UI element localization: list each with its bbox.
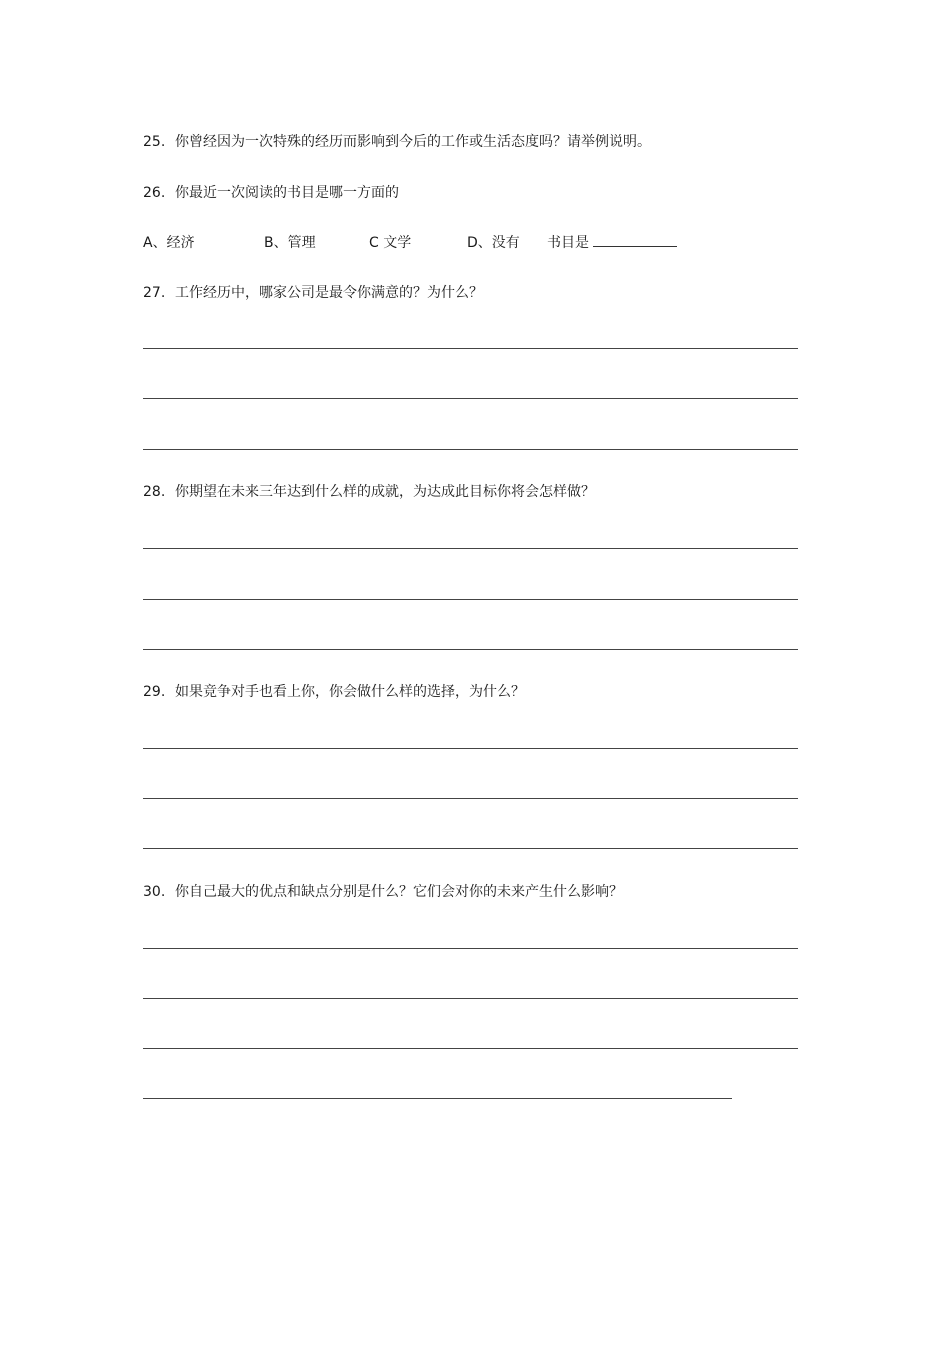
answer-line[interactable] (143, 449, 798, 450)
question-number: 30. (143, 884, 166, 900)
answer-line[interactable] (143, 348, 798, 349)
question-number: 26. (143, 185, 166, 201)
question-text: 如果竞争对手也看上你，你会做什么样的选择，为什么？ (175, 684, 525, 700)
answer-line[interactable] (143, 798, 798, 799)
book-title-label: 书目是 (547, 235, 589, 251)
option-c[interactable]: C 文学 (369, 235, 412, 251)
question-number: 29. (143, 684, 166, 700)
answer-line[interactable] (143, 649, 798, 650)
question-27 (143, 284, 483, 302)
question-text: 你自己最大的优点和缺点分别是什么？它们会对你的未来产生什么影响？ (175, 884, 623, 900)
option-b[interactable]: B、管理 (264, 235, 316, 251)
question-29 (143, 683, 525, 701)
answer-line[interactable] (143, 599, 798, 600)
question-26 (143, 184, 399, 202)
question-text: 工作经历中，哪家公司是最令你满意的？为什么？ (175, 285, 483, 301)
option-d[interactable]: D、没有 (467, 235, 520, 251)
answer-line[interactable] (143, 998, 798, 999)
answer-line[interactable] (143, 548, 798, 549)
answer-line[interactable] (143, 1048, 798, 1049)
question-28 (143, 483, 595, 501)
question-number: 25. (143, 134, 166, 150)
answer-line[interactable] (143, 848, 798, 849)
question-text: 你最近一次阅读的书目是哪一方面的 (175, 185, 399, 201)
book-title-blank[interactable] (593, 234, 677, 247)
option-a[interactable]: A、经济 (143, 235, 195, 251)
book-title-field (547, 234, 677, 252)
question-number: 27. (143, 285, 166, 301)
question-text: 你曾经因为一次特殊的经历而影响到今后的工作或生活态度吗？请举例说明。 (175, 134, 651, 150)
answer-line[interactable] (143, 948, 798, 949)
question-number: 28. (143, 484, 166, 500)
answer-line[interactable] (143, 1098, 732, 1099)
answer-line[interactable] (143, 398, 798, 399)
answer-line[interactable] (143, 748, 798, 749)
question-25 (143, 133, 651, 151)
question-text: 你期望在未来三年达到什么样的成就，为达成此目标你将会怎样做？ (175, 484, 595, 500)
question-30 (143, 883, 623, 901)
